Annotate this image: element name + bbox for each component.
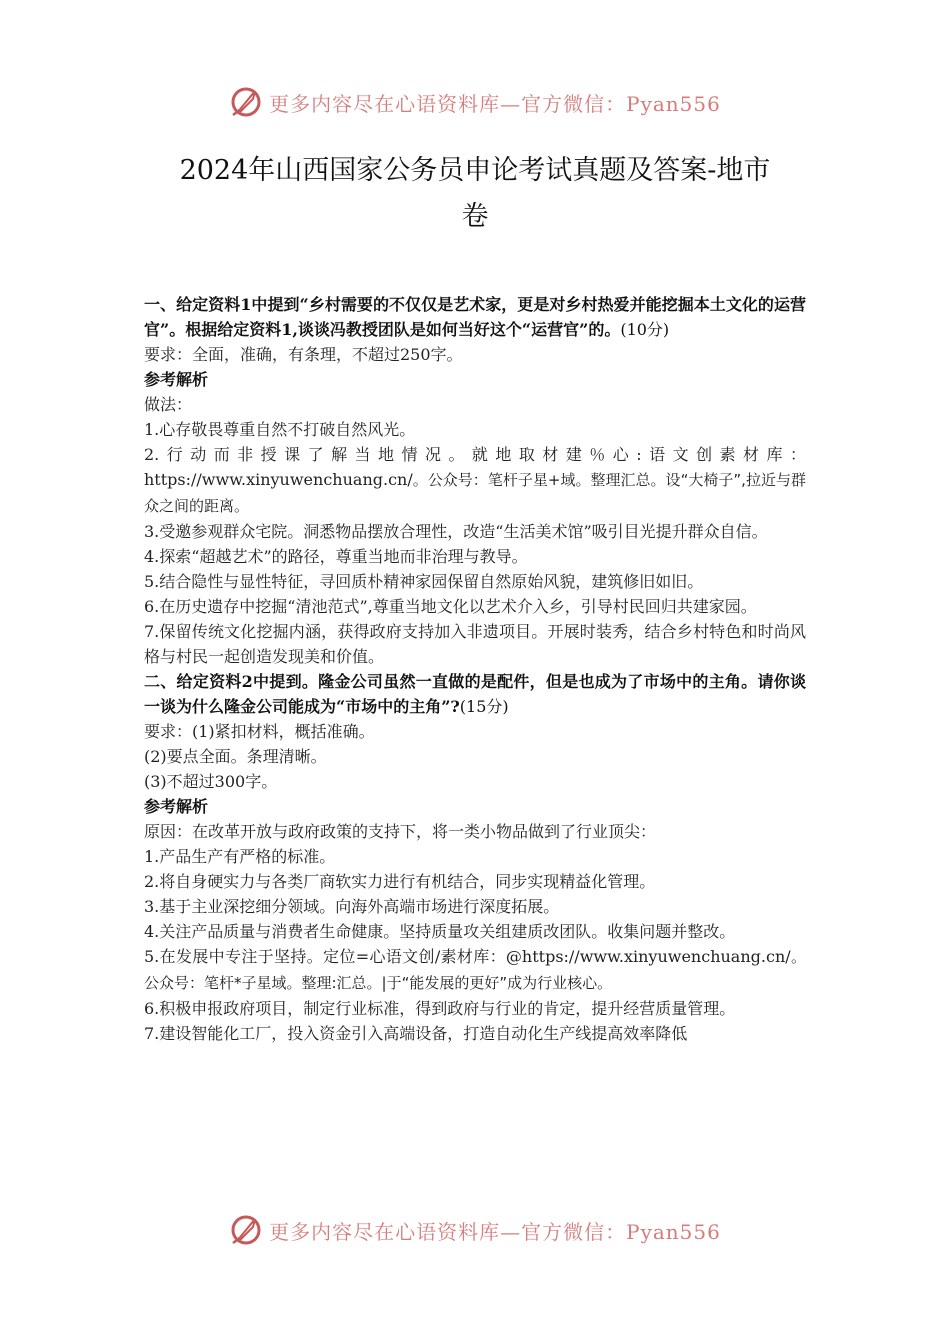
q1-point-2-text: 2.行动而非授课了解当地情况。就地取材建％心:语文创素材库：https:// xyxy=(144,445,806,489)
question-2-requirement-1: 要求：(1)紧扣材料，概括准确。 xyxy=(144,722,375,741)
question-2-requirement-2: (2)要点全面。条理清晰。 xyxy=(144,747,327,766)
title-line-1: 2024年山西国家公务员申论考试真题及答案-地市 xyxy=(179,155,771,186)
question-1 xyxy=(144,292,806,342)
document-body xyxy=(144,292,806,1046)
q1-point-2-note: 。公众号：笔杆子星+域。整理汇总。设“大椅子”,拉近与群众之间的距离。 xyxy=(144,471,806,515)
q1-point-2 xyxy=(144,442,806,519)
q2-point-4: 4.关注产品质量与消费者生命健康。坚持质量攻关组建质改团队。收集问题并整改。 xyxy=(144,922,736,941)
footer-watermark-banner xyxy=(0,1208,950,1252)
question-1-requirement: 要求：全面，准确，有条理，不超过250字。 xyxy=(144,345,463,364)
q1-point-6: 6.在历史遗存中挖掘“清池范式”,尊重当地文化以艺术介入乡，引导村民回归共建家园。 xyxy=(144,597,757,616)
question-2-reason-intro: 原因：在改革开放与政府政策的支持下，将一类小物品做到了行业顶尖： xyxy=(144,822,657,841)
question-2 xyxy=(144,669,806,719)
quill-pen-logo-icon xyxy=(229,1213,263,1247)
question-2-requirement-3: (3)不超过300字。 xyxy=(144,772,278,791)
title-line-2: 卷 xyxy=(461,201,489,232)
question-1-analysis-label: 参考解析 xyxy=(144,370,209,389)
question-1-method-label: 做法： xyxy=(144,395,193,414)
q2-point-5-text: 5.在发展中专注于坚持。定位=心语文创/素材库：@https:// xyxy=(144,947,580,966)
q1-point-3: 3.受邀参观群众宅院。洞悉物品摆放合理性，改造“生活美术馆”吸引目光提升群众自信。 xyxy=(144,522,768,541)
q1-point-7: 7.保留传统文化挖掘内涵，获得政府支持加入非遗项目。开展时装秀，结合乡村特色和时尚风格与村民一起创造发现美和价值。 xyxy=(144,622,806,666)
header-watermark-banner xyxy=(0,80,950,124)
q2-point-3: 3.基于主业深挖细分领域。向海外高端市场进行深度拓展。 xyxy=(144,897,560,916)
q2-point-1: 1.产品生产有严格的标准。 xyxy=(144,847,336,866)
q2-point-6: 6.积极申报政府项目，制定行业标准，得到政府与行业的肯定，提升经营质量管理。 xyxy=(144,999,736,1018)
q2-point-5 xyxy=(144,944,806,996)
question-2-text: 二、给定资料2中提到。隆金公司虽然一直做的是配件，但是也成为了市场中的主角。请你谈一谈为什么隆金公司能成为“市场中的主角”? xyxy=(144,672,806,716)
quill-pen-logo-icon xyxy=(229,85,263,119)
q1-point-5: 5.结合隐性与显性特征，寻回质朴精神家园保留自然原始风貌，建筑修旧如旧。 xyxy=(144,572,704,591)
watermark-text: 更多内容尽在心语资料库—官方微信：Pyan556 xyxy=(269,91,721,116)
q2-point-5-note: 。公众号：笔杆*子星域。整理:汇总。|于“能发展的更好”成为行业核心。 xyxy=(144,948,806,992)
q1-point-4: 4.探索“超越艺术”的路径，尊重当地而非治理与教导。 xyxy=(144,547,528,566)
q1-point-2-url: www.xinyuwenchuang.cn/ xyxy=(201,470,413,489)
page-title xyxy=(120,148,830,240)
question-1-score: (10分) xyxy=(620,320,670,339)
watermark-text: 更多内容尽在心语资料库—官方微信：Pyan556 xyxy=(269,1219,721,1244)
question-2-score: (15分) xyxy=(459,697,509,716)
q1-point-1: 1.心存敬畏尊重自然不打破自然风光。 xyxy=(144,420,416,439)
q2-point-2: 2.将自身硬实力与各类厂商软实力进行有机结合，同步实现精益化管理。 xyxy=(144,872,656,891)
q2-point-5-url: www.xinyuwenchuang.cn/ xyxy=(579,947,791,966)
question-2-analysis-label: 参考解析 xyxy=(144,797,209,816)
question-1-text: 一、给定资料1中提到“乡村需要的不仅仅是艺术家，更是对乡村热爱并能挖掘本土文化的运营官”。根据给定资料1,谈谈冯教授团队是如何当好这个“运营官”的。 xyxy=(144,295,806,339)
q2-point-7: 7.建设智能化工厂，投入资金引入高端设备，打造自动化生产线提高效率降低 xyxy=(144,1024,688,1043)
